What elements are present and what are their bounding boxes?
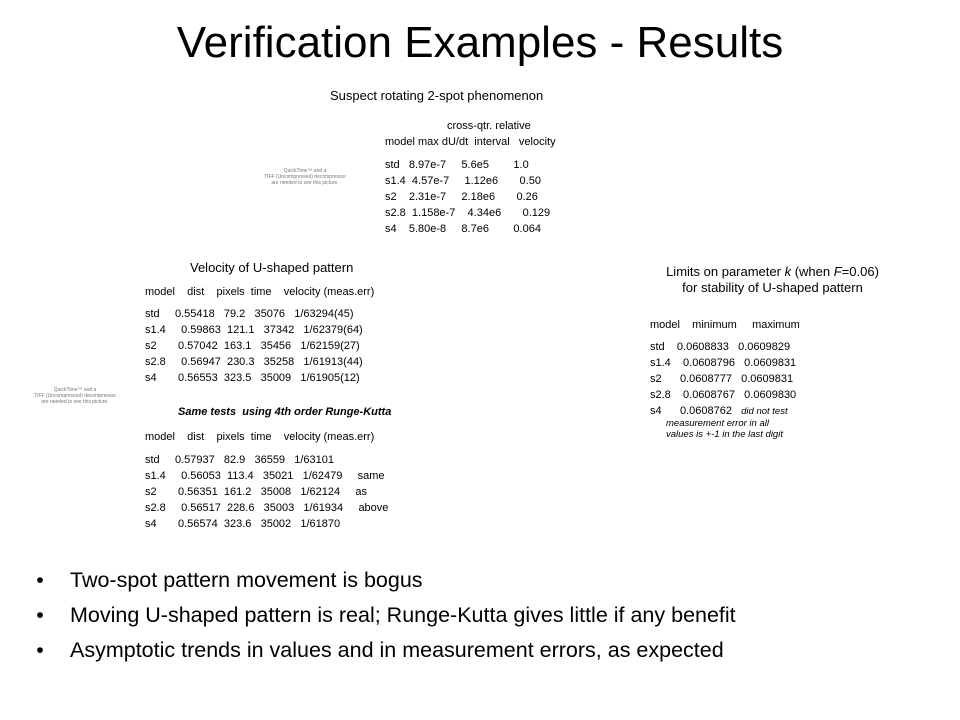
table-row: std 0.0608833 0.0609829 — [650, 341, 791, 353]
bullet-icon: • — [36, 603, 44, 627]
limits-heading-line2: for stability of U-shaped pattern — [682, 280, 863, 295]
bullet-item — [30, 563, 736, 598]
table-row: std 0.57937 82.9 36559 1/63101 — [145, 454, 334, 466]
table-row: s4 0.56574 323.6 35002 1/61870 — [145, 518, 341, 530]
table-row: s1.4 0.56053 113.4 35021 1/62479 same — [145, 470, 385, 482]
limits-heading — [600, 264, 945, 296]
placeholder-line: are needed to see this picture. — [41, 399, 109, 405]
two-spot-header-line1: cross-qtr. relative — [447, 120, 531, 132]
two-spot-heading: Suspect rotating 2-spot phenomenon — [330, 88, 544, 103]
limits-heading-prefix: Limits on parameter — [666, 264, 785, 279]
table-row: s2 0.56351 161.2 35008 1/62124 as — [145, 486, 367, 498]
bullet-list — [30, 563, 736, 668]
placeholder-line: QuickTime™ and a — [53, 387, 97, 393]
bullet-item — [30, 633, 736, 668]
runge-kutta-heading: Same tests using 4th order Runge-Kutta — [178, 406, 392, 418]
u-velocity-heading: Velocity of U-shaped pattern — [190, 260, 354, 275]
limits-notes — [666, 418, 783, 440]
bullet-item — [30, 598, 736, 633]
two-spot-header-line2: model max dU/dt interval velocity — [385, 136, 556, 148]
limits-heading-suffix: =0.06) — [841, 264, 879, 279]
limits-inline-note: did not test — [741, 406, 788, 417]
bullet-text: Two-spot pattern movement is bogus — [70, 568, 423, 592]
placeholder-line: are needed to see this picture. — [271, 180, 339, 186]
table-row: s2 2.31e-7 2.18e6 0.26 — [385, 191, 538, 203]
placeholder-line: QuickTime™ and a — [283, 168, 327, 174]
limits-heading-k: k — [784, 264, 792, 279]
table-row: s2.8 0.0608767 0.0609830 — [650, 389, 797, 401]
limits-header: model minimum maximum — [650, 319, 800, 331]
u-velocity-table — [145, 306, 363, 386]
limits-table — [650, 339, 796, 419]
bullet-icon: • — [36, 638, 44, 662]
table-row: s4 0.56553 323.5 35009 1/61905(12) — [145, 372, 360, 384]
table-row: std 0.55418 79.2 35076 1/63294(45) — [145, 308, 354, 320]
runge-kutta-header: model dist pixels time velocity (meas.err) — [145, 431, 375, 443]
bullet-icon: • — [36, 568, 44, 592]
bullet-text: Asymptotic trends in values and in measurement errors, as expected — [70, 638, 724, 662]
slide-title: Verification Examples - Results — [176, 18, 784, 67]
placeholder-line: TIFF (Uncompressed) decompressor — [264, 174, 346, 180]
bullet-text: Moving U-shaped pattern is real; Runge-Kutta gives little if any benefit — [70, 603, 736, 627]
table-row: s2.8 1.158e-7 4.34e6 0.129 — [385, 207, 551, 219]
quicktime-placeholder-left — [20, 387, 130, 405]
limits-note: values is +-1 in the last digit — [666, 429, 783, 440]
row-text: s4 0.0608762 — [650, 405, 732, 417]
table-row: s4 5.80e-8 8.7e6 0.064 — [385, 223, 541, 235]
table-row: s2 0.0608777 0.0609831 — [650, 373, 794, 385]
table-row: s1.4 0.0608796 0.0609831 — [650, 357, 797, 369]
table-row: s1.4 4.57e-7 1.12e6 0.50 — [385, 175, 541, 187]
limits-heading-line1 — [600, 264, 945, 280]
table-row — [650, 403, 796, 419]
runge-kutta-table — [145, 452, 388, 532]
table-row: std 8.97e-7 5.6e5 1.0 — [385, 159, 529, 171]
u-velocity-header: model dist pixels time velocity (meas.err) — [145, 286, 375, 298]
limits-heading-F: F — [833, 264, 842, 279]
table-row: s2.8 0.56947 230.3 35258 1/61913(44) — [145, 356, 363, 368]
table-row: s1.4 0.59863 121.1 37342 1/62379(64) — [145, 324, 363, 336]
limits-note: measurement error in all — [666, 418, 769, 429]
table-row: s2.8 0.56517 228.6 35003 1/61934 above — [145, 502, 389, 514]
table-row: s2 0.57042 163.1 35456 1/62159(27) — [145, 340, 360, 352]
placeholder-line: TIFF (Uncompressed) decompressor — [34, 393, 116, 399]
quicktime-placeholder-top — [255, 168, 355, 186]
limits-heading-mid: (when — [791, 264, 834, 279]
two-spot-table — [385, 157, 550, 237]
